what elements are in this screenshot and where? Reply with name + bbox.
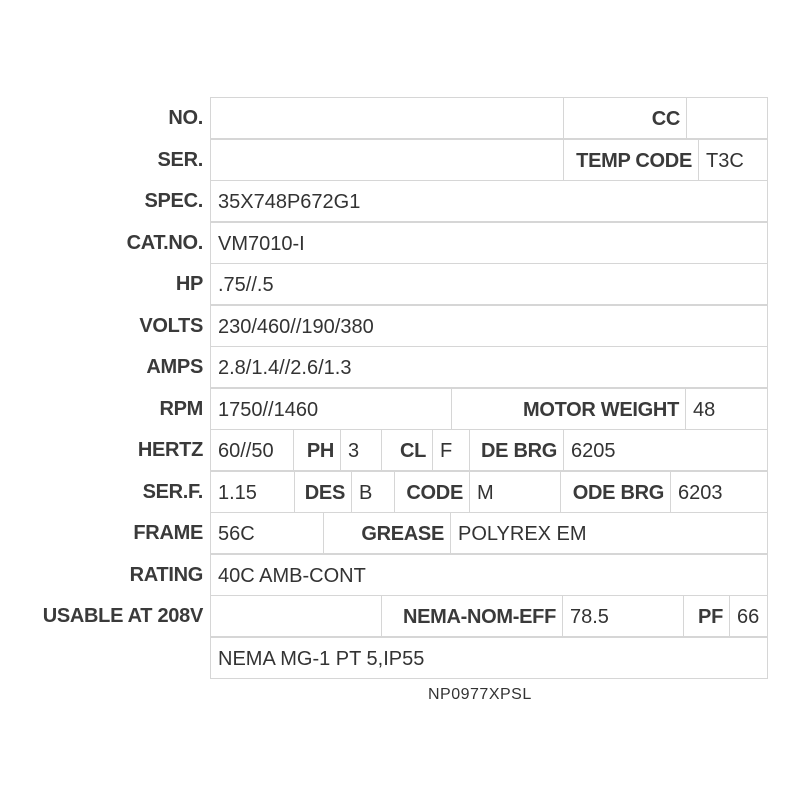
part-number: NP0977XPSL bbox=[428, 686, 532, 703]
label-catno: CAT.NO. bbox=[126, 232, 203, 254]
value-rpm: 1750//1460 bbox=[210, 388, 452, 430]
label-serf: SER.F. bbox=[142, 481, 203, 503]
value-ode-brg: 6203 bbox=[670, 471, 768, 513]
label-rpm: RPM bbox=[159, 398, 203, 420]
label-nema-nom-eff: NEMA-NOM-EFF bbox=[381, 595, 563, 637]
label-no: NO. bbox=[168, 107, 203, 129]
value-cc bbox=[686, 97, 768, 139]
value-usable-at-208v bbox=[210, 595, 382, 637]
label-grease: GREASE bbox=[323, 512, 451, 554]
value-frame: 56C bbox=[210, 512, 324, 554]
value-volts: 230/460//190/380 bbox=[210, 305, 768, 347]
value-motor-weight: 48 bbox=[685, 388, 768, 430]
value-cl: F bbox=[432, 429, 470, 471]
label-amps: AMPS bbox=[146, 356, 203, 378]
value-code: M bbox=[469, 471, 561, 513]
value-ser bbox=[210, 139, 564, 181]
value-nema-nom-eff: 78.5 bbox=[562, 595, 684, 637]
value-hertz: 60//50 bbox=[210, 429, 294, 471]
label-frame: FRAME bbox=[133, 522, 203, 544]
label-motor-weight: MOTOR WEIGHT bbox=[451, 388, 686, 430]
value-spec: 35X748P672G1 bbox=[210, 180, 768, 222]
label-volts: VOLTS bbox=[139, 315, 203, 337]
label-de-brg: DE BRG bbox=[469, 429, 564, 471]
label-ode-brg: ODE BRG bbox=[560, 471, 671, 513]
value-serf: 1.15 bbox=[210, 471, 295, 513]
label-rating: RATING bbox=[129, 564, 203, 586]
value-standard: NEMA MG-1 PT 5,IP55 bbox=[210, 637, 768, 679]
label-hp: HP bbox=[175, 273, 203, 295]
value-pf: 66 bbox=[729, 595, 768, 637]
label-des: DES bbox=[294, 471, 352, 513]
value-temp-code: T3C bbox=[698, 139, 768, 181]
label-spec: SPEC. bbox=[144, 190, 203, 212]
label-cl: CL bbox=[381, 429, 433, 471]
value-catno: VM7010-I bbox=[210, 222, 768, 264]
label-ph: PH bbox=[293, 429, 341, 471]
value-amps: 2.8/1.4//2.6/1.3 bbox=[210, 346, 768, 388]
value-no bbox=[210, 97, 564, 139]
label-ser: SER. bbox=[157, 149, 203, 171]
label-code: CODE bbox=[394, 471, 470, 513]
label-cc: CC bbox=[563, 97, 687, 139]
value-de-brg: 6205 bbox=[563, 429, 768, 471]
value-hp: .75//.5 bbox=[210, 263, 768, 305]
label-temp-code: TEMP CODE bbox=[563, 139, 699, 181]
label-pf: PF bbox=[683, 595, 730, 637]
label-usable-at-208v: USABLE AT 208V bbox=[42, 605, 203, 627]
label-hertz: HERTZ bbox=[137, 439, 203, 461]
value-ph: 3 bbox=[340, 429, 382, 471]
value-rating: 40C AMB-CONT bbox=[210, 554, 768, 596]
value-des: B bbox=[351, 471, 395, 513]
value-grease: POLYREX EM bbox=[450, 512, 768, 554]
